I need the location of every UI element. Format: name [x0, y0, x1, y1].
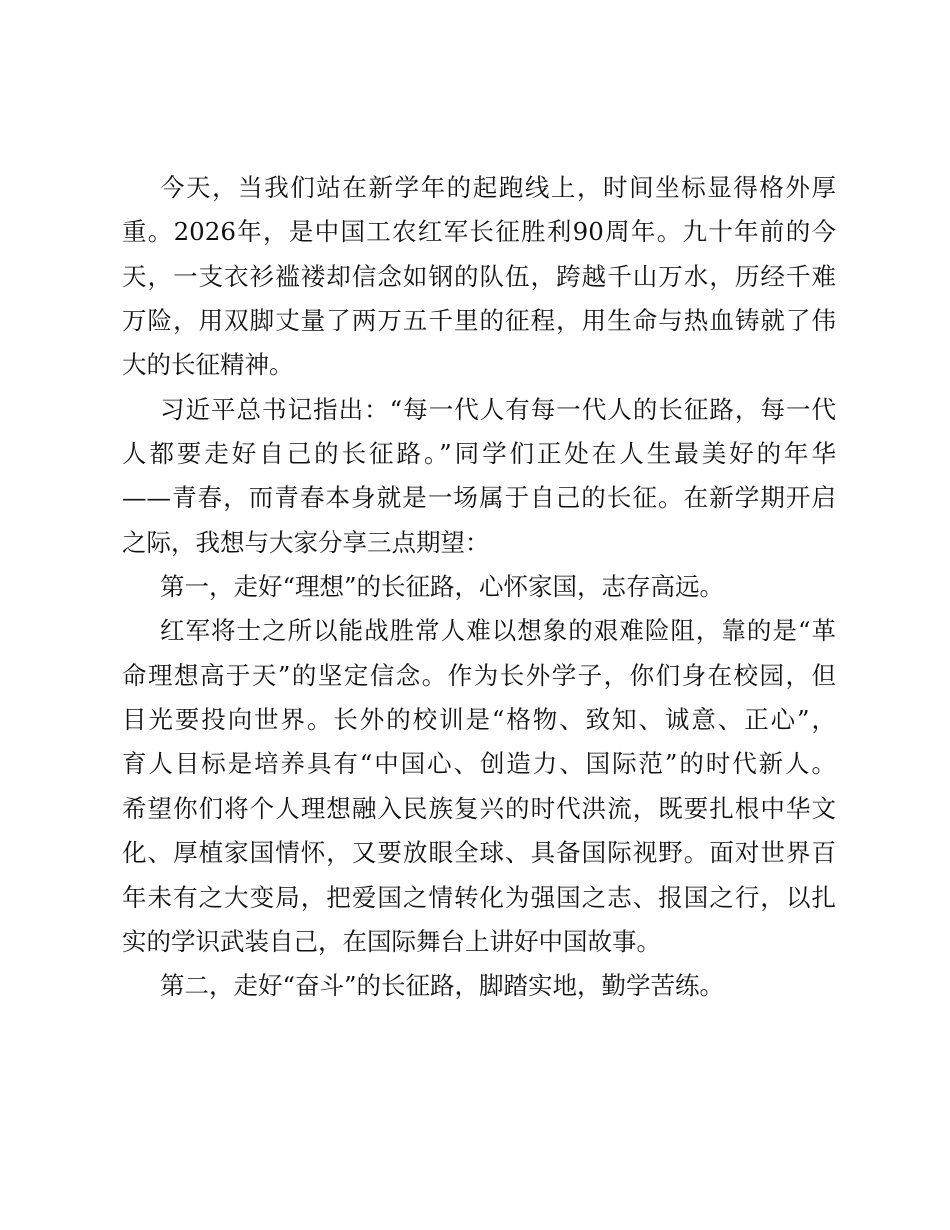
text-line: 化、厚植家国情怀，又要放眼全球、具备国际视野。面对世界百 — [122, 838, 836, 868]
text-line: 今天，当我们站在新学年的起跑线上，时间坐标显得格外厚 — [160, 173, 836, 202]
text-line: 习近平总书记指出：“每一代人有每一代人的长征路，每一代 — [160, 394, 836, 424]
text-line: 育人目标是培养具有“中国心、创造力、国际范”的时代新人。 — [122, 749, 836, 779]
text-line: 实的学识武装自己，在国际舞台上讲好中国故事。 — [122, 926, 661, 956]
text-line: 天，一支衣衫褴褛却信念如钢的队伍，跨越千山万水，历经千难 — [122, 261, 836, 291]
text-line: 重。2026年，是中国工农红军长征胜利90周年。九十年前的今 — [122, 217, 836, 247]
text-line: 大的长征精神。 — [122, 350, 294, 380]
text-line: 红军将士之所以能战胜常人难以想象的艰难险阻，靠的是“革 — [160, 616, 836, 646]
text-line: 目光要投向世界。长外的校训是“格物、致知、诚意、正心”， — [122, 705, 836, 735]
document-body — [122, 166, 836, 1009]
text-line: 希望你们将个人理想融入民族复兴的时代洪流，既要扎根中华文 — [122, 793, 836, 823]
text-line: 之际，我想与大家分享三点期望： — [122, 527, 490, 557]
text-line: 命理想高于天”的坚定信念。作为长外学子，你们身在校园，但 — [122, 660, 836, 690]
text-line: 人都要走好自己的长征路。”同学们正处在人生最美好的年华 — [122, 439, 836, 469]
text-line: ——青春，而青春本身就是一场属于自己的长征。在新学期开启 — [122, 483, 836, 513]
text-line: 第一，走好“理想”的长征路，心怀家国，志存高远。 — [160, 572, 725, 602]
text-line: 第二，走好“奋斗”的长征路，脚踏实地，勤学苦练。 — [160, 971, 725, 1001]
text-line: 万险，用双脚丈量了两万五千里的征程，用生命与热血铸就了伟 — [122, 306, 836, 336]
text-line: 年未有之大变局，把爱国之情转化为强国之志、报国之行，以扎 — [122, 882, 836, 912]
